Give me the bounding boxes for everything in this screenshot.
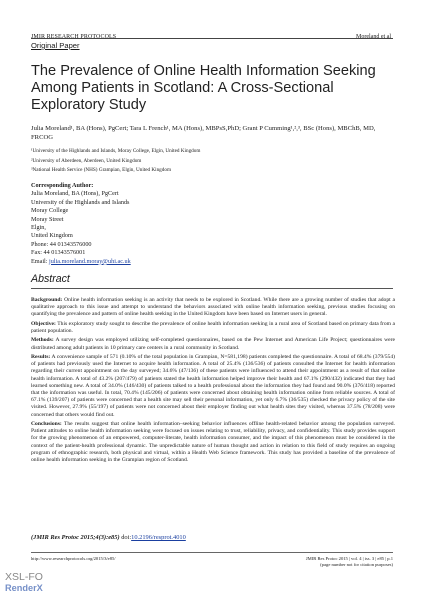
citation-text: (JMIR Res Protoc 2015;4(3):e85)	[31, 534, 120, 541]
corresponding-line: Elgin,	[31, 224, 46, 232]
section-text: A convenience sample of 571 (0.10% of the total population in Grampian, N=581,198) patients completed the questionnaire. A total of 68.4% (379/554) of patients had previously used the Internet to acquire health information. A total of 25.4% (136/536) of patients consulted the Internet for health information regarding their current appointment on the day surveyed; 34.6% (47/136) of these patients were influenced to attend their appointment as a result of that online health information. A total of 43.2% (207/479) of patients stated the health information helped improve their health and 67.1% (290/432) indicated that they had learned something new. A total of 34.0% (146/430) of patients talked to a health professional about the information they had found and 90.0% (376/418) reported that the information was useful. In total, 70.4% (145/206) of patients were concerned about obtaining health information online from reliable sources. A total of 67.1% (139/207) of patients were concerned that a health site may sell their personal information, yet only 6.7% (36/535) checked the privacy policy of the site visited. However, 27.9% (55/197) of patients were not concerned about their employer finding out what health sites they visited, whereas 37.5% (78/208) were concerned that others would find out.	[31, 353, 395, 418]
author-list: Julia Moreland¹, BA (Hons), PgCert; Tara L French¹, MA (Hons), MBPsS,PhD; Grant P Cumming¹,²,³, BSc (Hons), MBChB, MD, FRCOG	[31, 125, 376, 142]
corresponding-line: United Kingdom	[31, 232, 73, 240]
corresponding-author	[31, 182, 231, 266]
section-label: Background:	[31, 297, 63, 303]
affiliations	[31, 147, 396, 176]
journal-name: JMIR RESEARCH PROTOCOLS	[31, 34, 117, 40]
article-title: The Prevalence of Online Health Information Seeking Among Patients in Scotland: A Cross-Sectional Exploratory Study	[31, 63, 376, 113]
corresponding-line: Fax: 44 01343576001	[31, 249, 86, 257]
citation	[31, 534, 186, 541]
abstract-methods	[31, 337, 395, 351]
footer-url[interactable]: http://www.researchprotocols.org/2015/3/e85/	[31, 556, 116, 561]
corresponding-line: Moray Street	[31, 215, 64, 223]
header-rule	[31, 38, 393, 39]
doi-label: doi:	[121, 534, 132, 541]
corresponding-line: Phone: 44 01343576000	[31, 240, 92, 248]
xslfo-text: XSL-FO	[5, 571, 43, 583]
email-label: Email:	[31, 257, 50, 265]
abstract-heading: Abstract	[31, 273, 393, 289]
affiliation-item: ¹University of the Highlands and Islands, Moray College, Elgin, United Kingdom	[31, 148, 201, 154]
section-text: Online health information seeking is an activity that needs to be explored in Scotland. While there are a growing number of studies that adopt a qualitative approach to this issue and attempt to understand the behaviors associated with online health information seeking, previous studies focusing on quantifying the prevalence and pattern of online health seeking in the United Kingdom have been based on Internet users in general.	[31, 297, 395, 318]
abstract-results	[31, 354, 395, 419]
corresponding-line: Moray College	[31, 207, 69, 215]
corresponding-line: University of the Highlands and Islands	[31, 198, 130, 206]
affiliation-item: ³National Health Service (NHS) Grampian, Elgin, United Kingdom	[31, 167, 172, 174]
footer-note: (page number not for citation purposes)	[320, 562, 393, 567]
affiliation-item: ²University of Aberdeen, Aberdeen, United Kingdom	[31, 157, 142, 164]
section-label: Methods:	[31, 337, 54, 344]
abstract-objective	[31, 321, 395, 335]
section-label: Results:	[31, 353, 51, 360]
doi-link[interactable]: 10.2196/resprot.4010	[131, 534, 186, 541]
page-header	[0, 4, 424, 38]
email-link[interactable]: julia.moreland.moray@uhi.ac.uk	[49, 257, 131, 265]
renderx-text: RenderX	[5, 583, 43, 593]
corresponding-line: Julia Moreland, BA (Hons), PgCert	[31, 190, 119, 198]
abstract-background	[31, 297, 395, 319]
section-label: Conclusions:	[31, 421, 62, 427]
footer-page-info	[306, 556, 393, 568]
section-text: A survey design was employed utilizing self-completed questionnaires, based on the Pew Internet and American Life Project; questionnaires were distributed among adult patients in 10 primary care centers in a rural community in Scotland.	[31, 337, 395, 351]
footer-volume: JMIR Res Protoc 2015 | vol. 4 | iss. 3 | e85 | p.1	[305, 556, 393, 561]
section-text: The results suggest that online health information–seeking behavior influences offline health-related behavior among the population surveyed. Patient attitudes to online health information seeking were focused on issues relating to trust, reliability, privacy, and confidentiality. This study provides support for the growing phenomenon of an empowered, computer-literate, health information consumer, and the impact of this phenomenon must be considered in the context of the patient-health professional dynamic. The unpredictable nature of human thought and action in relation to this field of study requires an ongoing program of ethnographic research, both physical and virtual, within a Health Web Science framework. This study has provided a baseline of the prevalence of online health information seeking in the Grampian region of Scotland.	[31, 421, 395, 464]
footer-rule	[31, 552, 393, 553]
corresponding-heading: Corresponding Author:	[31, 182, 94, 189]
article-type: Original Paper	[31, 41, 80, 50]
section-label: Objective:	[31, 320, 56, 327]
email-row	[31, 258, 231, 266]
section-text: This exploratory study sought to describe the prevalence of online health information seeking in a rural area of Scotland based on primary data from a patient population.	[31, 320, 395, 334]
abstract-conclusions	[31, 421, 395, 464]
running-head: Moreland et al	[356, 34, 391, 40]
abstract-body	[31, 297, 395, 466]
renderx-logo	[5, 572, 43, 594]
